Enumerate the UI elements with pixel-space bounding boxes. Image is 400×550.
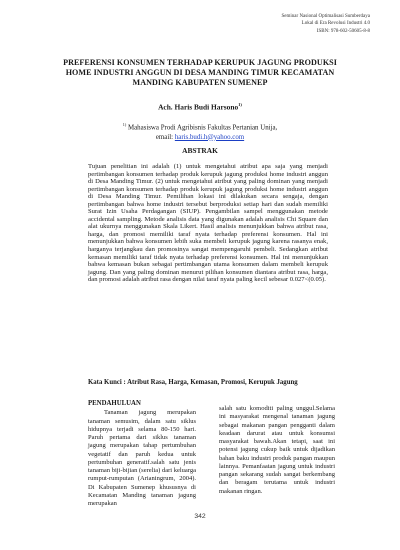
abstract-heading: ABSTRAK: [182, 146, 218, 155]
affiliation-superscript: 1): [122, 122, 127, 127]
intro-paragraph-left: Tanaman jagung merupakan tanaman semusim, dalam satu siklus hidupnya terjadi selama 80-150 hari. Paruh pertama dari siklus tanaman jagung merupakan tahap pertumbuhan vegetatif dan paruh kedua untuk pertumbuhan generatif.salah satu jenis tanaman biji-bijian (serelia) dari keluarga rumput-rumputan (Arianingrum, 2004). Di Kabupaten Sumenep khususnya di Kecamatan Manding tanaman jagung merupakan: [88, 409, 196, 507]
conference-header: [282, 13, 370, 35]
email-link[interactable]: haris.budi.h@yahoo.com: [174, 133, 245, 141]
page-number: 342: [194, 513, 206, 520]
left-column: [88, 400, 196, 508]
header-line-2: Lokal di Era Revolusi Industri 4.0: [301, 21, 370, 27]
abstract-body: Tujuan penelitian ini adalah (1) untuk mengetahui atribut apa saja yang menjadi pertimbangan konsumen terhadap produk kerupuk jagung produksi home industri anggun di Desa Manding Timur. (2) untuk mengetahui atribut yang paling dominan yang menjadi pertimbangan konsumen terhadap produk kerupuk jagung produksi home industri anggun di Desa Manding Timur. Pemilihan lokasi ini dilakukan secara sengaja, dengan pertimbangan bahwa home industri tersebut berproduksi setiap hari dan sudah memiliki Surat Izin Usaha Perdagangan (SIUP). Pengambilan sampel menggunakan metode accidental sampling. Metode analisis data yang digunakan adalah analisis Chi Square dan alat ukurnya menggunakan Skala Likert. Hasil analisis menunjukkan bahwa atribut rasa, harga, dan promosi memiliki taraf nyata terhadap preferensi konsumen. Hal ini menunjukkan bahwa konsumen lebih suka membeli kerupuk jagung karena rasanya enak, harganya terjangkau dan promosinya sangat mempengaruhi pembeli. Sedangkan atribut kemasan memiliki taraf tidak nyata terhadap preferensi konsumen. Hal ini menunjukkan bahwa kemasan bukan sebagai pertimbangan utama konsumen dalam membeli kerupuk jagung. Dan yang paling dominan menurut pilihan konsumen diantara atribut rasa, harga, dan promosi adalah atribut rasa dengan nilai taraf nyata paling kecil sebesar 0.027<(0.05).: [88, 163, 328, 284]
section-heading-introduction: PENDAHULUAN: [88, 400, 141, 407]
header-line-3: ISBN: 978-602-50605-8-8: [316, 28, 370, 34]
author-superscript: 1): [238, 102, 242, 107]
header-line-1: Seminar Nasional Optimalisasi Sumberdaya: [281, 14, 370, 19]
author-line: [100, 102, 300, 111]
intro-paragraph-right: salah satu komoditi paling unggul.Selama ini masyarakat mengenal tanaman jagung sebagai makanan pangan pengganti dalam keadaan darurat atau untuk konsumsi masyarakat bawah.Akan tetapi, saat ini potensi jagung cukup baik untuk dijadikan bahan baku industri produk pangan maupun lainnya. Pemanfaatan jagung untuk industri pangan sekarang sudah sangat berkembang dan beragam terutama untuk industri makanan ringan.: [219, 405, 335, 495]
right-column: [219, 405, 335, 496]
keywords: Kata Kunci : Atribut Rasa, Harga, Kemasan, Promosi, Kerupuk Jagung: [88, 379, 298, 386]
affiliation-text: Mahasiswa Prodi Agribisnis Fakultas Pertanian Unija,: [127, 124, 278, 132]
paper-title: PREFERENSI KONSUMEN TERHADAP KERUPUK JAGUNG PRODUKSI HOME INDUSTRI ANGGUN DI DESA MANDING TIMUR KECAMATAN MANDING KABUPATEN SUMENEP: [63, 58, 337, 88]
author-name: Ach. Haris Budi Harsono: [158, 102, 239, 112]
email-label: email:: [155, 133, 174, 141]
affiliation: [60, 120, 340, 142]
